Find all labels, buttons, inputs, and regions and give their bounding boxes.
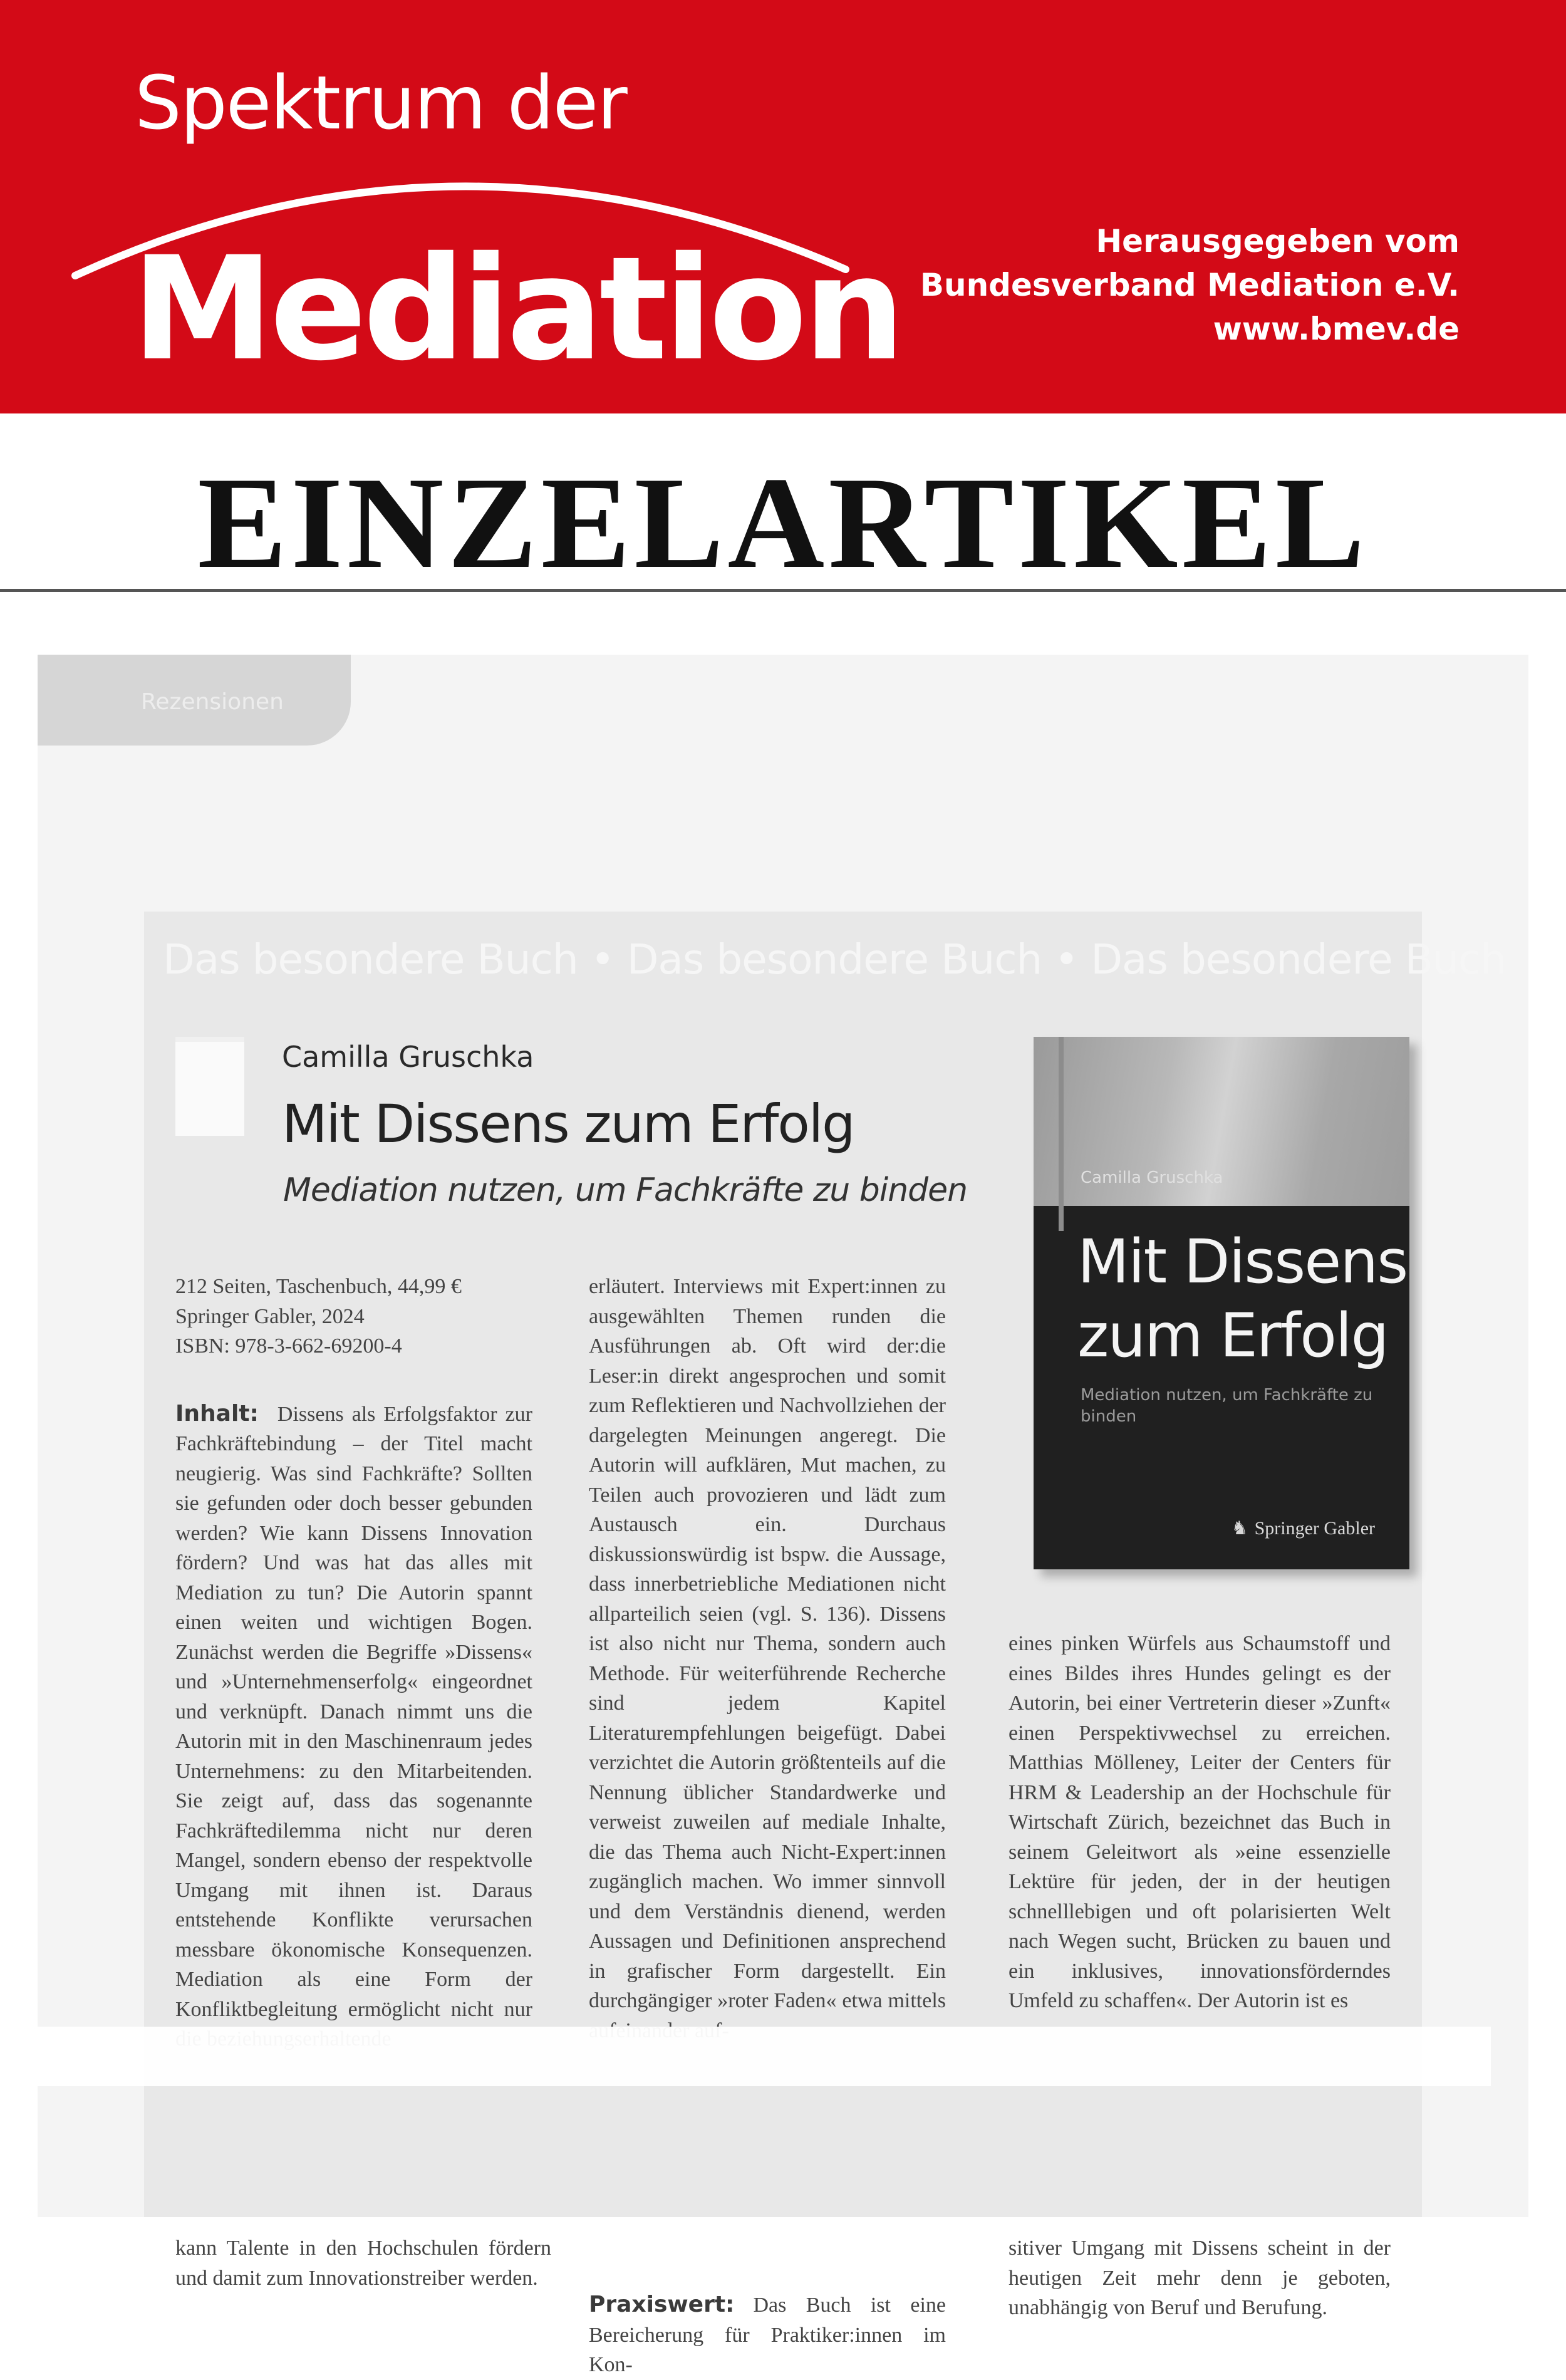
cover-publisher-name: Springer Gabler (1254, 1518, 1375, 1539)
cover-spine-line (1059, 1037, 1064, 1231)
ribbon-heading: Das besondere Buch • Das besondere Buch • Das besondere Buch (163, 935, 1506, 984)
text-column-2 (589, 1272, 946, 2045)
text-column-2-continued (589, 2290, 946, 2380)
book-author: Camilla Gruschka (282, 1040, 534, 1074)
book-meta-pages-price: 212 Seiten, Taschenbuch, 44,99 € (175, 1275, 462, 1298)
publisher-website-link[interactable]: www.bmev.de (1213, 311, 1460, 347)
article-type-title: EINZELARTIKEL (197, 450, 1369, 596)
brand-subtitle: Spektrum der (135, 60, 626, 146)
cover-title-line: zum Erfolg (1077, 1301, 1388, 1371)
bookmark-icon (175, 1037, 244, 1136)
section-tab (38, 655, 351, 746)
book-review-box (144, 912, 1506, 2376)
article-type-banner (0, 413, 1566, 596)
practical-value-text: Das Buch ist eine Bereicherung für Praktiker:innen im Kon- (589, 2294, 946, 2376)
brand-title: Mediation (132, 226, 901, 392)
section-tab-label: Rezensionen (141, 689, 284, 715)
column-3-text: eines pinken Würfels aus Schaumstoff und eines Bildes ihres Hundes gelingt es der Autorin, bei einer Vertreterin dieser »Zunft« einen Perspektivwechsel zu erreichen. Matthias Mölleney, Leiter der Centers für HRM & Leadership an der Hochschule für Wirtschaft Zürich, bezeichnet das Buch in seinem Geleitwort als »eine essenzielle Lektüre für jeden, der in der heutigen schnelllebigen und oft polarisierten Welt nach Wegen sucht, Brücken zu bauen und ein inklusives, innovationsförderndes Umfeld zu schaffen«. Der Autorin ist es (1009, 1632, 1391, 2012)
book-meta (175, 1272, 532, 1361)
practical-value-paragraph (589, 2290, 946, 2380)
text-column-3 (1009, 1629, 1391, 2016)
cover-title (1077, 1225, 1407, 1373)
cover-subtitle: Mediation nutzen, um Fachkräfte zu binden (1081, 1386, 1373, 1426)
text-column-1 (175, 1272, 532, 2054)
publisher-line: Herausgegeben vom (1096, 223, 1460, 259)
book-meta-publisher: Springer Gabler, 2024 (175, 1304, 365, 1328)
text-column-3-continued (1009, 2233, 1391, 2323)
content-paragraph (175, 1399, 532, 2054)
cover-title-line: Mit Dissens (1077, 1227, 1408, 1297)
book-meta-isbn: ISBN: 978-3-662-69200-4 (175, 1334, 402, 1358)
article-preview (38, 655, 1528, 2376)
magazine-header (0, 0, 1566, 413)
book-title: Mit Dissens zum Erfolg (282, 1093, 854, 1155)
column-1-bottom-text: kann Talente in den Hochschulen fördern und damit zum Innovationstreiber werden. (175, 2237, 551, 2290)
publisher-info (920, 219, 1460, 351)
book-cover (1034, 1037, 1409, 1569)
preview-fade-band (38, 2027, 1491, 2086)
cover-publisher (1232, 1517, 1375, 1539)
cover-author: Camilla Gruschka (1081, 1168, 1223, 1187)
publisher-name: Bundesverband Mediation e.V. (920, 267, 1460, 303)
practical-value-label: Praxiswert: (589, 2292, 735, 2317)
content-label: Inhalt: (175, 1400, 259, 1426)
content-text: Dissens als Erfolgsfaktor zur Fachkräftebindung – der Titel macht neugierig. Was sind Fachkräfte? Sollten sie gefunden oder doch besser gebunden werden? Wie kann Dissens Innovation fördern? Und was hat das alles mit Mediation zu tun? Die Autorin spannt einen weiten und wichtigen Bogen. Zunächst werden die Begriffe »Dissens« und »Unternehmenserfolg« eingeordnet und verknüpft. Danach nimmt uns die Autorin mit in den Maschinenraum jedes Unternehmens: zu den Mitarbeitenden. Sie zeigt auf, dass das sogenannte Fachkräftedilemma nicht nur deren Mangel, sondern ebenso der respektvolle Umgang mit ihnen ist. Daraus entstehende Konflikte verursachen messbare ökonomische Konsequenzen. Mediation als eine Form der Konfliktbegleitung ermöglicht nicht nur (175, 1402, 532, 2021)
column-2-text: erläutert. Interviews mit Expert:innen zu ausgewählten Themen runden die Ausführungen ab. Oft wird der:die Leser:in direkt angesprochen und somit zum Reflektieren und Nachvollziehen der dargelegten Meinungen angeregt. Die Autorin will aufklären, Mut machen, zu Teilen auch provozieren und lädt zum Austausch ein. Durchaus diskussionswürdig ist bspw. die Aussage, dass innerbetriebliche Mediationen nicht allparteilich seien (vgl. S. 136). Dissens ist also nicht nur Thema, sondern auch Methode. Für weiterführende Recherche sind jedem Kapitel Literaturempfehlungen beigefügt. Dabei verzichtet die Autorin größtenteils auf die Nennung üblicher Standardwerke und verweist zuweilen auf mediale Inhalte, die das Thema auch Nicht-Expert:innen zugänglich machen. Wo immer sinnvoll und dem Verständnis dienend, werden Aussagen und Definitionen ansprechend in grafischer Form dargestellt. Ein durchgängiger »roter Faden« etwa mittels (589, 1275, 946, 2012)
springer-horse-icon: ♞ (1231, 1518, 1248, 1539)
book-subtitle: Mediation nutzen, um Fachkräfte zu binden (283, 1172, 968, 1209)
column-3-bottom-text: sitiver Umgang mit Dissens scheint in der heutigen Zeit mehr denn je geboten, unabhängig von Beruf und Berufung. (1009, 2237, 1391, 2319)
text-column-1-continued (175, 2233, 551, 2293)
